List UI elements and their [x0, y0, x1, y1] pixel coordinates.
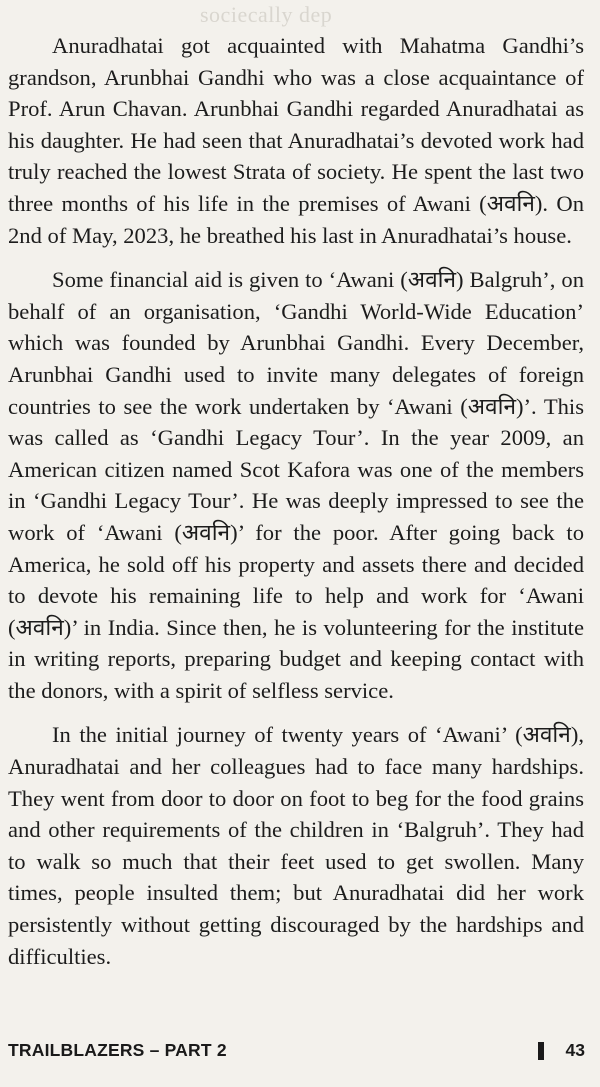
paragraph-1: Anuradhatai got acquainted with Mahatma Gandhi’s grandson, Arunbhai Gandhi who was a close acquaintance of Prof. Arun Chavan. Arunbhai Gandhi regarded Anuradhatai as his daughter. He had seen that Anuradhatai’s devoted work had truly reached the lowest Strata of society. He spent the last two three months of his life in the premises of Awani (अवनि). On 2nd of May, 2023, he breathed his last in Anuradhatai’s house. — [8, 33, 584, 248]
footer-bar-icon — [538, 1042, 544, 1060]
footer-page-marker — [538, 1040, 585, 1061]
body-text — [8, 30, 584, 972]
paragraph-3: In the initial journey of twenty years of ‘Awani’ (अवनि), Anuradhatai and her colleagues had to face many hardships. They went from door to door on foot to beg for the food grains and other requirements of the children in ‘Balgruh’. They had to walk so much that their feet used to get swollen. Many times, people insulted them; but Anuradhatai did her work persistently without getting discouraged by the hardships and difficulties. — [8, 722, 584, 969]
book-title: TRAILBLAZERS – PART 2 — [8, 1040, 227, 1060]
page-number: 43 — [565, 1040, 585, 1060]
bleed-through-text: sociecally dep — [200, 2, 333, 27]
page-footer — [8, 1040, 585, 1066]
paragraph-2: Some financial aid is given to ‘Awani (अवनि) Balgruh’, on behalf of an organisation, ‘Gandhi World-Wide Education’ which was founded by Arunbhai Gandhi. Every December, Arunbhai Gandhi used to invite many delegates of foreign countries to see the work undertaken by ‘Awani (अवनि)’. This was called as ‘Gandhi Legacy Tour’. In the year 2009, an American citizen named Scot Kafora was one of the members in ‘Gandhi Legacy Tour’. He was deeply impressed to see the work of ‘Awani (अवनि)’ for the poor. After going back to America, he sold off his property and assets there and decided to devote his remaining life to help and work for ‘Awani (अवनि)’ in India. Since then, he is volunteering for the institute in writing reports, preparing budget and keeping contact with the donors, with a spirit of selfless service. — [8, 267, 584, 703]
